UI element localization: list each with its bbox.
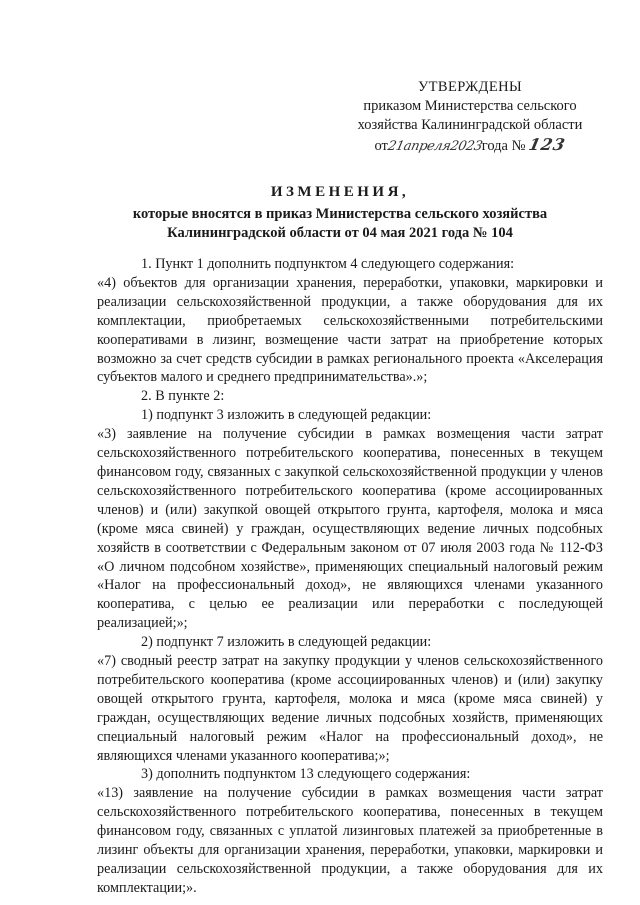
handwritten-date: 21апреля2023	[386, 139, 484, 154]
title-subtitle-2: Калининградской области от 04 мая 2021 года № 104	[167, 225, 513, 241]
approval-line-1: приказом Министерства сельского	[363, 98, 577, 114]
approval-date-line	[330, 135, 610, 156]
paragraph: 3) дополнить подпунктом 13 следующего содержания:	[141, 766, 471, 783]
date-prefix: от	[374, 138, 388, 154]
paragraph: 1. Пункт 1 дополнить подпунктом 4 следующего содержания:	[141, 256, 515, 272]
paragraph: 2) подпункт 7 изложить в следующей редакции:	[141, 634, 432, 651]
approval-stamp	[330, 78, 610, 156]
paragraph: «7) сводный реестр затрат на закупку продукции у членов сельскохозяйственного потребительского кооператива (кроме ассоциированных членов) и (или) закупку овощей открытого грунта, картофеля, молока и мяса (кроме мяса свиней) у граждан, осуществляющих ведение личных подсобных хозяйств, применяющих специальный налоговый режим «Налог на профессиональный доход», не являющихся членами указанного кооператива;»;	[97, 653, 603, 764]
date-suffix: года №	[481, 138, 526, 154]
paragraph: 2. В пункте 2:	[141, 388, 225, 405]
title-main: ИЗМЕНЕНИЯ,	[270, 184, 410, 200]
approval-heading: УТВЕРЖДЕНЫ	[417, 79, 523, 95]
handwritten-order-number: 123	[527, 135, 568, 154]
paragraph: 1) подпункт 3 изложить в следующей редакции:	[141, 407, 432, 424]
paragraph: «4) объектов для организации хранения, переработки, упаковки, маркировки и реализации сельскохозяйственной продукции, а также оборудования для их комплектации, приобретаемых сельскохозяйственными потребительскими кооперативами в лизинг, возмещение части затрат на приобретение которых возможно за счет средств субсидии в рамках регионального проекта «Акселерация субъектов малого и среднего предпринимательства».»;	[97, 274, 603, 386]
document-title	[80, 183, 600, 243]
paragraph: «3) заявление на получение субсидии в рамках возмещения части затрат сельскохозяйственного потребительского кооператива, понесенных в текущем финансовом году, связанных с закупкой сельскохозяйственной продукции у членов сельскохозяйственного потребительского кооператива (кроме ассоциированных членов) и (или) закупкой овощей открытого грунта, картофеля, молока и мяса (кроме мяса свиней) у граждан, осуществляющих ведение личных подсобных хозяйств в соответствии с Федеральным законом от 07 июля 2003 года № 112-ФЗ «О личном подсобном хозяйстве», применяющих специальный налоговый режим «Налог на профессиональный доход», не являющихся членами указанного кооператива, с целью ее реализации или переработки с последующей реализацией;»;	[97, 426, 603, 632]
document-body	[97, 255, 603, 898]
approval-line-2: хозяйства Калининградской области	[357, 117, 583, 133]
title-subtitle-1: которые вносятся в приказ Министерства сельского хозяйства	[132, 206, 548, 222]
paragraph: «13) заявление на получение субсидии в рамках возмещения части затрат сельскохозяйственного потребительского кооператива, понесенных в текущем финансовом году, связанных с уплатой лизинговых платежей за приобретенные в лизинг объекты для организации хранения, переработки, упаковки, маркировки и реализации сельскохозяйственной продукции, а также оборудования для их комплектации;».	[97, 785, 603, 896]
